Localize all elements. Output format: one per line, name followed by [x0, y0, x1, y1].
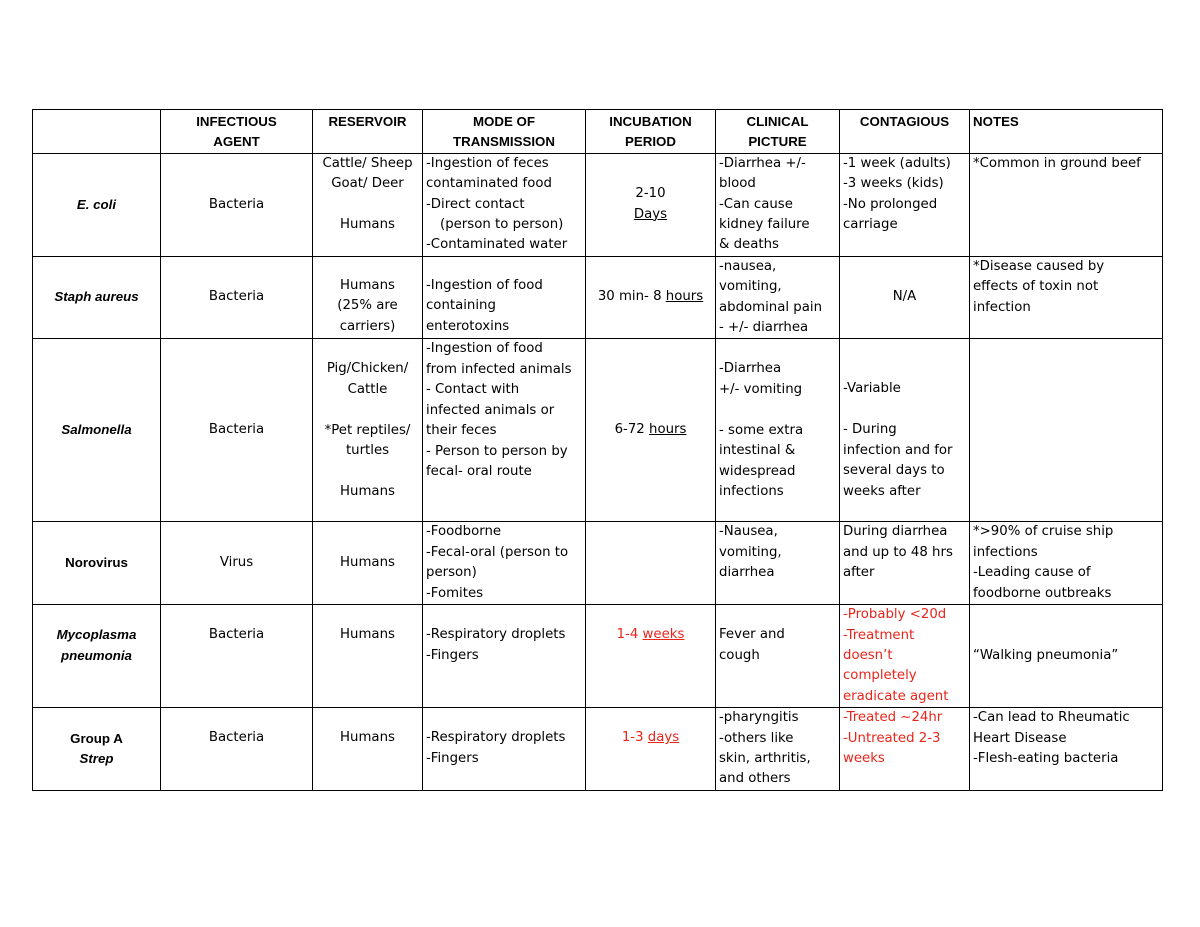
disease-name: Group A Strep	[33, 708, 161, 791]
contagious-cell: During diarrhea and up to 48 hrs after	[840, 522, 970, 605]
table-row-mycoplasma	[33, 605, 1163, 708]
clinical-cell: -nausea, vomiting, abdominal pain - +/- diarrhea	[716, 256, 840, 339]
table-row-staph	[33, 256, 1163, 339]
notes-cell: “Walking pneumonia”	[970, 605, 1163, 708]
disease-name: Mycoplasma pneumonia	[33, 605, 161, 708]
header-row	[33, 110, 1163, 154]
infectious-agent-cell: Virus	[161, 522, 313, 605]
clinical-cell: -Diarrhea +/- blood -Can cause kidney failure & deaths	[716, 153, 840, 256]
infectious-agent-cell: Bacteria	[161, 605, 313, 708]
notes-cell: *Common in ground beef	[970, 153, 1163, 256]
mode-cell: -Respiratory droplets -Fingers	[423, 708, 586, 791]
table-row-norovirus	[33, 522, 1163, 605]
contagious-cell: -Variable - During infection and for several days to weeks after	[840, 339, 970, 522]
mode-cell: -Ingestion of feces contaminated food -Direct contact (person to person) -Contaminated water	[423, 153, 586, 256]
header-reservoir: RESERVOIR	[313, 110, 423, 154]
header-clinical: CLINICAL PICTURE	[716, 110, 840, 154]
reservoir-cell: Humans (25% are carriers)	[313, 256, 423, 339]
notes-cell: *>90% of cruise ship infections -Leading cause of foodborne outbreaks	[970, 522, 1163, 605]
incubation-cell: 2-10 Days	[586, 153, 716, 256]
disease-table	[32, 109, 1163, 791]
table-row-group-a-strep	[33, 708, 1163, 791]
mode-cell: -Foodborne -Fecal-oral (person to person) -Fomites	[423, 522, 586, 605]
infectious-agent-cell: Bacteria	[161, 153, 313, 256]
disease-name: Staph aureus	[33, 256, 161, 339]
header-incubation: INCUBATION PERIOD	[586, 110, 716, 154]
incubation-cell: 1-4 weeks	[586, 605, 716, 708]
mode-cell: -Ingestion of food from infected animals - Contact with infected animals or their feces - Person to person by fecal- oral route	[423, 339, 586, 522]
infectious-agent-cell: Bacteria	[161, 256, 313, 339]
infectious-agent-cell: Bacteria	[161, 708, 313, 791]
clinical-cell: -Diarrhea +/- vomiting - some extra intestinal & widespread infections	[716, 339, 840, 522]
contagious-cell: N/A	[840, 256, 970, 339]
header-blank	[33, 110, 161, 154]
incubation-cell: 30 min- 8 hours	[586, 256, 716, 339]
header-mode: MODE OF TRANSMISSION	[423, 110, 586, 154]
header-contagious: CONTAGIOUS	[840, 110, 970, 154]
disease-name: Salmonella	[33, 339, 161, 522]
header-infectious-agent: INFECTIOUS AGENT	[161, 110, 313, 154]
reservoir-cell: Humans	[313, 522, 423, 605]
mode-cell: -Respiratory droplets -Fingers	[423, 605, 586, 708]
reservoir-cell: Pig/Chicken/ Cattle *Pet reptiles/ turtles Humans	[313, 339, 423, 522]
incubation-cell: 1-3 days	[586, 708, 716, 791]
header-notes: NOTES	[970, 110, 1163, 154]
clinical-cell: -pharyngitis -others like skin, arthritis, and others	[716, 708, 840, 791]
contagious-cell: -Probably <20d -Treatment doesn’t completely eradicate agent	[840, 605, 970, 708]
incubation-cell: 6-72 hours	[586, 339, 716, 522]
table-row-salmonella	[33, 339, 1163, 522]
reservoir-cell: Humans	[313, 708, 423, 791]
contagious-cell: -1 week (adults) -3 weeks (kids) -No prolonged carriage	[840, 153, 970, 256]
reservoir-cell: Cattle/ Sheep Goat/ Deer Humans	[313, 153, 423, 256]
infectious-agent-cell: Bacteria	[161, 339, 313, 522]
disease-name: E. coli	[33, 153, 161, 256]
clinical-cell: -Nausea, vomiting, diarrhea	[716, 522, 840, 605]
reservoir-cell: Humans	[313, 605, 423, 708]
contagious-cell: -Treated ~24hr -Untreated 2-3 weeks	[840, 708, 970, 791]
incubation-cell	[586, 522, 716, 605]
table-row-ecoli	[33, 153, 1163, 256]
clinical-cell: Fever and cough	[716, 605, 840, 708]
notes-cell: *Disease caused by effects of toxin not infection	[970, 256, 1163, 339]
notes-cell: -Can lead to Rheumatic Heart Disease -Flesh-eating bacteria	[970, 708, 1163, 791]
mode-cell: -Ingestion of food containing enterotoxins	[423, 256, 586, 339]
notes-cell	[970, 339, 1163, 522]
disease-name: Norovirus	[33, 522, 161, 605]
